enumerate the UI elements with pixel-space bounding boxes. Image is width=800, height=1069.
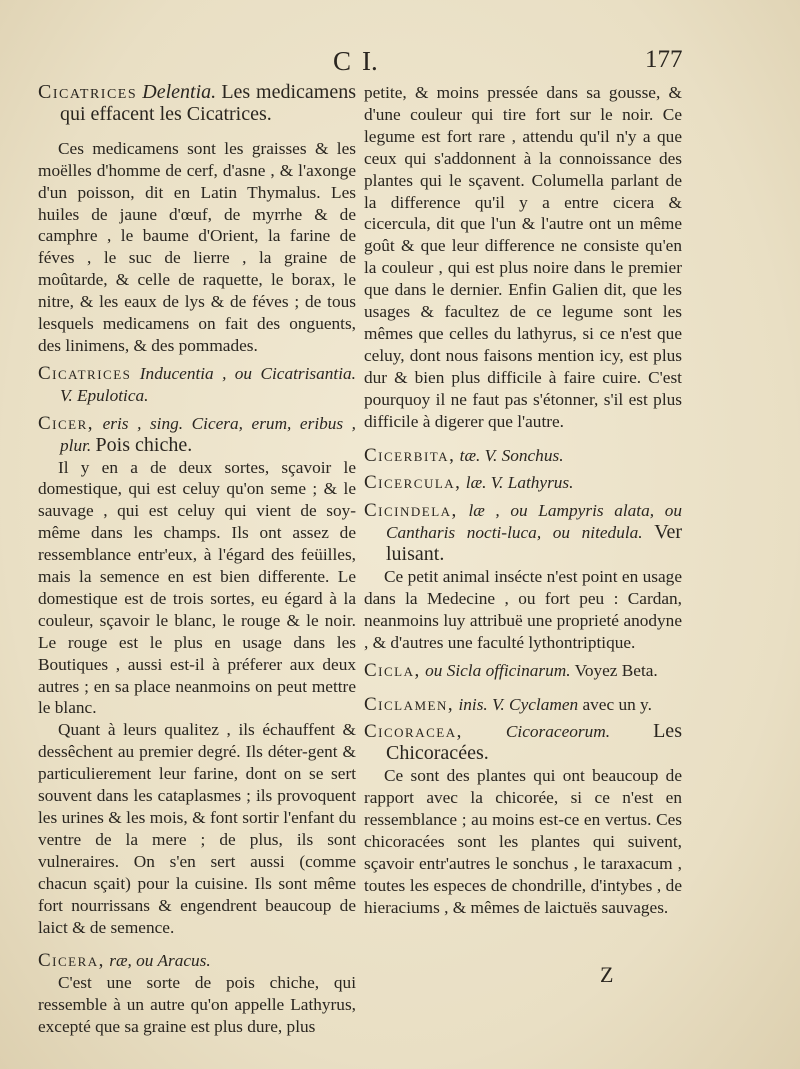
entry-headword: Cicoracea, (364, 721, 463, 743)
entry-headword: Ciclamen, (364, 693, 455, 715)
entry-label: Delentia. (142, 81, 217, 103)
signature-mark: Z (600, 962, 614, 987)
right-column (364, 82, 682, 919)
dictionary-entry (38, 950, 356, 972)
paragraph: Quant à leurs qualitez , ils échauffent & dessêchent au premier degré. Ils déter-gent & particulierement leur farine, dont on se sert souvent dans les cataplasmes ; ils provoquent les urines & les mois, & font sortir l'enfant du ventre de la mere ; de plus, ils sont vulneraires. On s'en sert aussi (comme chacun sçait) pour la cuisine. Ils sont même fort nourrissans & engendrent beaucoup de laict & de semence. (38, 720, 356, 937)
dictionary-entry (38, 82, 356, 126)
paragraph: Ce petit animal insécte n'est point en usage dans la Medecine , ou fort peu : Cardan, neanmoins luy attribuë une proprieté anodyne , & d'autres une faculté lythontriptique. (364, 567, 682, 652)
entry-definition: avec un y. (582, 694, 652, 714)
page-number: 177 (645, 46, 683, 73)
entry-label: eris , sing. Cicera, erum, eribus , plur. (60, 413, 356, 455)
entry-headword: Cicindela, (364, 500, 458, 522)
entry-definition: Pois chiche. (95, 433, 193, 456)
dictionary-entry (38, 363, 356, 407)
entry-headword: Cicerbita, (364, 444, 456, 466)
entry-headword: Cicla, (364, 659, 421, 681)
entry-label: ou Sicla officinarum. (425, 660, 571, 680)
entry-headword: Cicera, (38, 950, 105, 972)
paragraph: petite, & moins pressée dans sa gousse, & d'une couleur qui tire fort sur le noir. Ce legume est fort rare , attendu qu'il n'y a que ceux qui s'addonnent à la connoissance des plantes qui le sçavent. Columella parlant de la difference qu'il y a entre cicera & cicercula, dit que l'un & l'autre ont un même goût & que leur difference ne consiste qu'en la couleur , qui est plus noire dans le premier que dans le dernier. Enfin Galien dit, que les usages & facultez de ce legume sont les mêmes que celles du lathyrus, si ce n'est que celuy, dont nous faisons mention icy, est plus dur & bien plus difficile à faire cuire. C'est pourquoy il ne faut pas s'étonner, s'il est plus difficile à digerer que l'autre. (364, 83, 682, 431)
running-head-left-letter: C (333, 46, 354, 76)
running-head (0, 40, 800, 80)
left-column (38, 82, 356, 1038)
dictionary-entry (364, 694, 682, 716)
entry-label: Cicoraceorum. (505, 722, 611, 742)
entry-definition: Ver luisant. (386, 521, 682, 566)
entry-label: læ. V. Lathyrus. (465, 473, 574, 493)
entry-label: ræ, ou Aracus. (109, 951, 211, 971)
entry-label: inis. V. Cyclamen (458, 694, 579, 714)
entry-definition: Les Chicoracées. (386, 720, 682, 765)
entry-label: Inducentia , ou Cicatrisantia. V. Epulotica. (60, 363, 356, 405)
paragraph: Ces medicamens sont les graisses & les moëlles d'homme de cerf, d'asne , & l'axonge d'un poisson, dit en Latin Thymalus. Les huiles de jaune d'œuf, de myrrhe & de camphre , le baume d'Orient, la farine de féves , le suc de lierre , la graine de moûtarde, & celle de raquette, le borax, le nitre, & les eaux de lys & de féves ; de tous lesquels medicamens on fait des onguents, des linimens, & des pommades. (38, 138, 356, 355)
dictionary-entry (364, 472, 682, 494)
entry-definition: Voyez Beta. (574, 660, 658, 680)
entry-label: læ , ou Lampyris alata, ou Cantharis nocti-luca, ou nitedula. (386, 501, 682, 543)
dictionary-entry (364, 445, 682, 467)
dictionary-entry (38, 413, 356, 457)
paragraph: Ce sont des plantes qui ont beaucoup de rapport avec la chicorée, si ce n'est en ressemblance ; au moins est-ce en vertus. Ces chicoracées sont les plantes qui suivent, sçavoir entr'autres le sonchus , le taraxacum , toutes les especes de chondrille, d'intybes , de hieraciums , & mêmes de laictuës sauvages. (364, 766, 682, 917)
running-head-right-letter: I. (362, 46, 378, 76)
entry-definition: Les medicamens qui effacent les Cicatrices. (60, 81, 356, 125)
entry-headword: Cicatrices (38, 362, 132, 384)
entry-headword: Cicercula, (364, 472, 462, 494)
dictionary-entry (364, 721, 682, 765)
paragraph: C'est une sorte de pois chiche, qui ressemble à un autre qu'on appelle Lathyrus, excepté que sa graine est plus dure, plus (38, 973, 356, 1037)
paragraph: Il y en a de deux sortes, sçavoir le domestique, qui est celuy qu'on seme ; & le sauvage , qui est celuy qui vient de soy-même dans les champs. Ils ont assez de ressemblance entr'eux, à l'égard des feüilles, mais la semence en est bien differente. Le domestique est de trois sortes, eu égard à la couleur, sçavoir le blanc, le rouge & le noir. Le rouge est le plus en usage dans les Boutiques , aussi est-il à préferer aux deux autres ; en sa place neanmoins on peut mettre le blanc. (38, 457, 356, 718)
entry-headword: Cicatrices (38, 81, 138, 103)
entry-headword: Cicer, (38, 412, 95, 434)
dictionary-entry (364, 500, 682, 566)
dictionary-entry (364, 660, 682, 682)
entry-label: tæ. V. Sonchus. (459, 445, 564, 465)
